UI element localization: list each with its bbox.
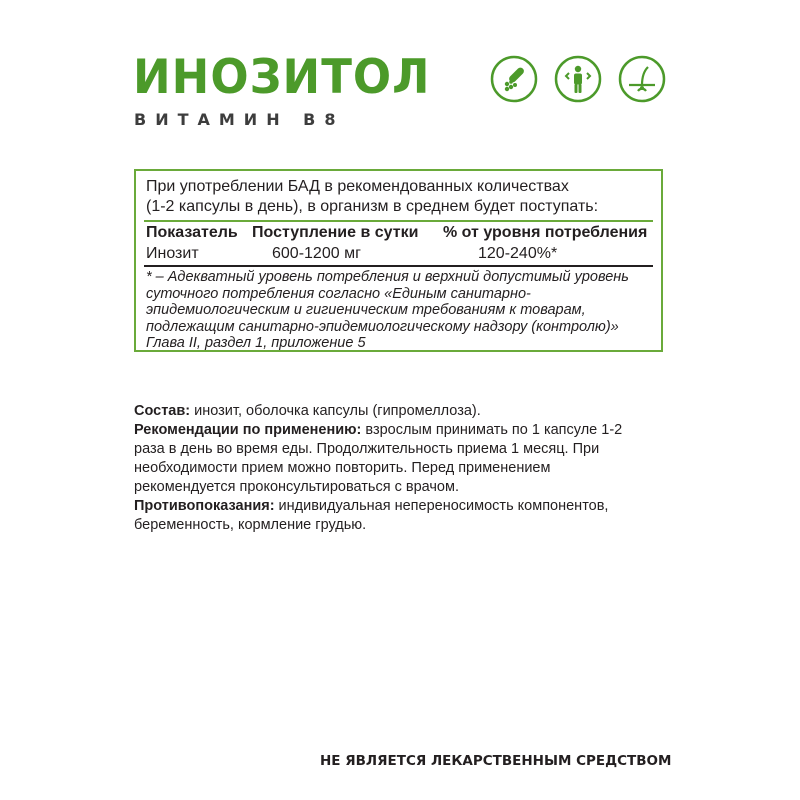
- composition-text: инозит, оболочка капсулы (гипромеллоза).: [190, 403, 481, 419]
- header-daily-intake: Поступление в сутки: [252, 224, 419, 241]
- contraindications-text: индивидуальная непереносимость компонентов, беременность, кормление грудью.: [134, 498, 609, 533]
- feature-icons: [490, 55, 666, 103]
- contraindications-paragraph: [134, 497, 654, 535]
- product-details: [134, 402, 654, 535]
- table-top-divider: [144, 220, 653, 222]
- cell-daily-intake: 600-1200 мг: [272, 245, 361, 262]
- hair-icon: [618, 55, 666, 103]
- footnote: * – Адекватный уровень потребления и верхний допустимый уровень суточного потребления согласно «Единым санитарно-эпидемиологическим и гигиеническим требованиям к товарам, подлежащим санитарно-эпидемиологическому надзору (контролю)» Глава II, раздел 1, приложение 5: [146, 269, 629, 351]
- recommendations-text: взрослым принимать по 1 капсуле 1-2 раза в день во время еды. Продолжительность приема 1 месяц. При необходимости прием можно повторить. Перед применением рекомендуется проконсультироваться с врачом.: [134, 422, 623, 495]
- intro-line-2: (1-2 капсулы в день), в организм в среднем будет поступать:: [146, 198, 599, 215]
- not-a-drug-notice: НЕ ЯВЛЯЕТСЯ ЛЕКАРСТВЕННЫМ СРЕДСТВОМ: [320, 753, 672, 769]
- recommendations-paragraph: [134, 421, 654, 497]
- product-subtitle: ВИТАМИН В8: [134, 110, 345, 129]
- contraindications-label: Противопоказания:: [134, 498, 275, 514]
- capsules-icon: [490, 55, 538, 103]
- product-title: ИНОЗИТОЛ: [133, 48, 431, 105]
- composition-paragraph: [134, 402, 654, 421]
- table-bottom-divider: [144, 265, 653, 267]
- body-figure-icon: [554, 55, 602, 103]
- recommendations-label: Рекомендации по применению:: [134, 422, 362, 438]
- cell-percent: 120-240%*: [478, 245, 558, 262]
- cell-indicator: Инозит: [146, 245, 199, 262]
- header-percent: % от уровня потребления: [443, 224, 648, 241]
- intake-info-box: [134, 169, 663, 352]
- composition-label: Состав:: [134, 403, 191, 419]
- intro-line-1: При употреблении БАД в рекомендованных количествах: [146, 178, 569, 195]
- header-indicator: Показатель: [146, 224, 238, 241]
- intake-intro: [146, 177, 598, 217]
